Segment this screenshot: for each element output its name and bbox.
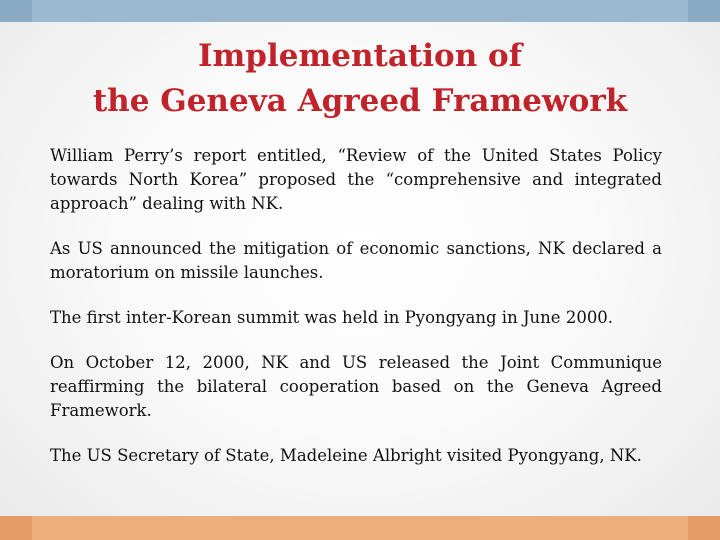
slide-title — [40, 34, 680, 124]
paragraph-inter-korean-summit: The first inter-Korean summit was held in Pyongyang in June 2000. — [50, 308, 614, 327]
paragraph-sanctions-moratorium: As US announced the mitigation of economic sanctions, NK declared a moratorium on missile launches. — [50, 239, 662, 282]
bottom-band-right-segment — [688, 516, 720, 540]
top-accent-band — [0, 0, 720, 22]
bottom-accent-band — [0, 516, 720, 540]
bottom-band-left-segment — [0, 516, 32, 540]
top-band-right-segment — [688, 0, 720, 22]
slide-title-line-1: Implementation of — [197, 38, 523, 74]
slide-body — [50, 144, 662, 489]
paragraph-joint-communique: On October 12, 2000, NK and US released the Joint Communique reaffirming the bilateral cooperation based on the Geneva Agreed Framework. — [50, 353, 662, 420]
paragraph-albright-visit: The US Secretary of State, Madeleine Albright visited Pyongyang, NK. — [50, 446, 642, 465]
slide-title-line-2: the Geneva Agreed Framework — [92, 83, 628, 119]
paragraph-perry-report: William Perry’s report entitled, “Review of the United States Policy towards North Korea” proposed the “comprehensive and integrated approach” dealing with NK. — [50, 146, 662, 213]
top-band-left-segment — [0, 0, 32, 22]
